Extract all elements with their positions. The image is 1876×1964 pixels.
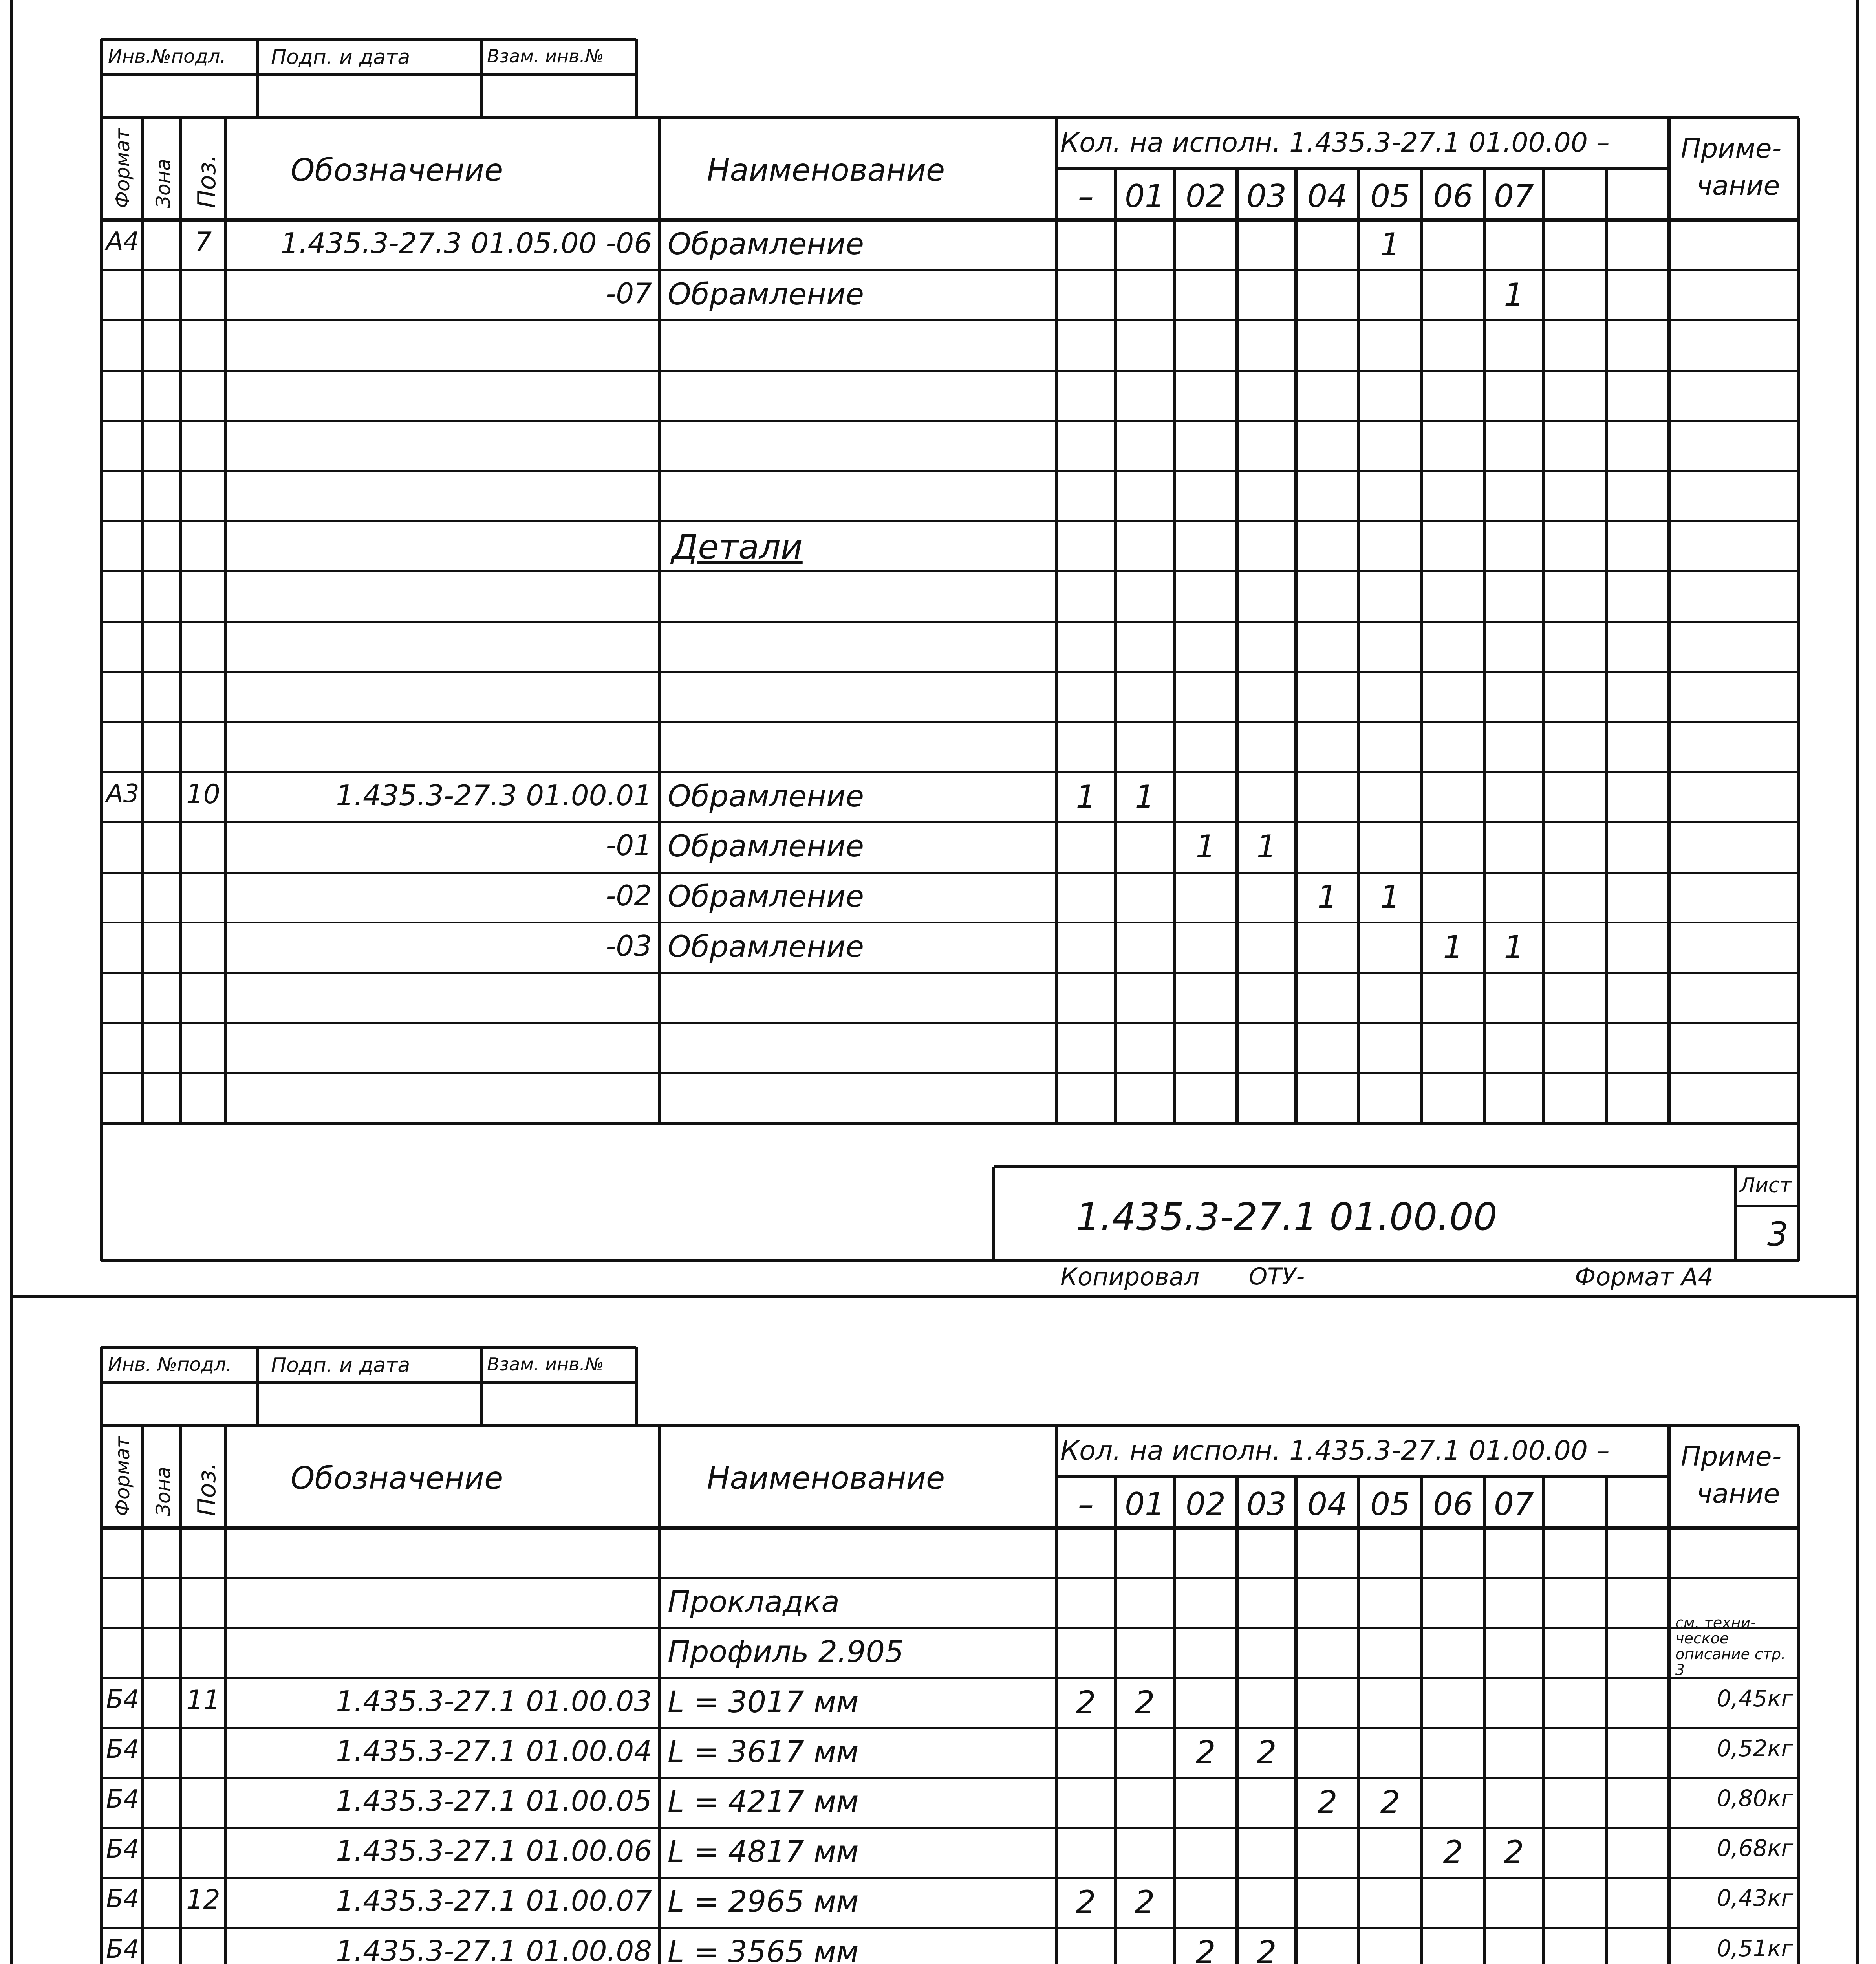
qty-cell: 1: [1380, 226, 1400, 263]
qty-cell: 2: [1443, 1834, 1463, 1871]
row-format: А3: [106, 779, 139, 808]
page-separator: [12, 1295, 1858, 1298]
qty-cell: 1: [1135, 778, 1155, 815]
qty-cell: 2: [1195, 1734, 1216, 1771]
variant-header-6: 06: [1433, 178, 1473, 214]
row-naimenovanie: L = 4217 мм: [668, 1784, 859, 1819]
row-naimenovanie: L = 3617 мм: [668, 1734, 859, 1769]
qty-cell: 1: [1504, 276, 1524, 313]
footer-copied: Копировал: [1060, 1262, 1200, 1291]
row-line: [101, 470, 1799, 472]
header-zona: Зона: [152, 159, 175, 208]
page-edge-left: [10, 0, 13, 1964]
row-oboznachenie: 1.435.3-27.1 01.00.08: [336, 1934, 652, 1964]
stamp-divider: [101, 73, 636, 76]
row-line: [101, 1577, 1799, 1579]
frame-top: [101, 116, 1799, 119]
row-format: Б4: [106, 1885, 139, 1914]
row-oboznachenie: -02: [606, 879, 652, 912]
header-prim2: чание: [1697, 170, 1780, 202]
stamp-podp-data: Подп. и дата: [271, 46, 410, 69]
column-line: [1357, 169, 1360, 1123]
variant-header-3: 03: [1246, 1486, 1287, 1522]
header-kol: Кол. на исполн. 1.435.3-27.1 01.00.00 –: [1060, 1435, 1610, 1466]
stamp-border: [635, 1347, 638, 1426]
row-oboznachenie: -01: [606, 829, 652, 862]
row-line: [101, 872, 1799, 874]
row-naimenovanie: Обрамление: [668, 226, 864, 261]
header-zona: Зона: [152, 1467, 175, 1516]
variant-header-0: –: [1078, 178, 1094, 214]
stamp-border: [101, 38, 636, 41]
column-line: [1114, 1477, 1117, 1964]
title-block-divider: [1736, 1205, 1799, 1207]
row-primechanie: 0,51кг: [1717, 1935, 1793, 1962]
variant-header-split: [1056, 1475, 1669, 1478]
column-line: [1294, 1477, 1298, 1964]
qty-cell: 1: [1443, 929, 1463, 966]
column-line: [1235, 169, 1239, 1123]
row-oboznachenie: -03: [606, 929, 652, 962]
stamp-vzam-inv: Взам. инв.№: [487, 1354, 604, 1375]
row-line: [101, 1727, 1799, 1729]
row-line: [101, 1627, 1799, 1629]
qty-cell: 2: [1380, 1784, 1400, 1821]
variant-header-3: 03: [1246, 178, 1287, 214]
row-primechanie: 0,68кг: [1717, 1835, 1793, 1862]
variant-header-1: 01: [1125, 178, 1165, 214]
qty-cell: 2: [1317, 1784, 1338, 1821]
row-line: [101, 721, 1799, 723]
header-format: Формат: [111, 128, 134, 208]
row-poz: 12: [186, 1884, 220, 1916]
column-line: [1420, 1477, 1423, 1964]
signature-scribble: ОТУ-: [1249, 1263, 1305, 1290]
header-poz: Поз.: [192, 1462, 221, 1516]
page-edge-right: [1856, 0, 1859, 1964]
row-poz: 11: [186, 1684, 220, 1716]
header-oboznachenie: Обозначение: [291, 1461, 503, 1496]
column-line: [1542, 169, 1545, 1123]
qty-cell: 2: [1504, 1834, 1524, 1871]
row-line: [101, 972, 1799, 974]
frame-bottom: [101, 1259, 1799, 1262]
row-line: [101, 370, 1799, 372]
row-naimenovanie: Обрамление: [668, 828, 864, 864]
variant-header-4: 04: [1307, 1486, 1347, 1522]
row-line: [101, 520, 1799, 522]
column-line: [1055, 1426, 1058, 1964]
row-format: Б4: [106, 1935, 139, 1964]
row-primechanie: 0,52кг: [1717, 1735, 1793, 1762]
stamp-divider: [256, 39, 259, 118]
frame-right: [1797, 1426, 1800, 1964]
column-line: [1667, 1426, 1671, 1964]
designation: 1.435.3-27.1 01.00.00: [1076, 1195, 1497, 1239]
row-oboznachenie: 1.435.3-27.1 01.00.03: [336, 1684, 652, 1718]
variant-header-2: 02: [1186, 178, 1226, 214]
stamp-vzam-inv: Взам. инв.№: [487, 46, 604, 67]
row-oboznachenie: 1.435.3-27.1 01.00.07: [336, 1884, 652, 1918]
header-kol: Кол. на исполн. 1.435.3-27.1 01.00.00 –: [1060, 127, 1610, 158]
row-line: [101, 821, 1799, 823]
row-naimenovanie: L = 4817 мм: [668, 1834, 859, 1869]
row-line: [101, 1827, 1799, 1829]
row-oboznachenie: 1.435.3-27.3 01.05.00 -06: [280, 227, 652, 260]
qty-cell: 2: [1256, 1734, 1277, 1771]
stamp-divider: [256, 1347, 259, 1426]
header-prim1: Приме-: [1681, 133, 1782, 164]
row-line: [101, 1927, 1799, 1929]
row-naimenovanie: L = 3565 мм: [668, 1934, 859, 1964]
row-naimenovanie: L = 2965 мм: [668, 1884, 859, 1919]
row-format: Б4: [106, 1685, 139, 1714]
stamp-border: [101, 1346, 636, 1349]
column-line: [1357, 1477, 1360, 1964]
stamp-inv-podl: Инв.№подл.: [108, 46, 226, 68]
column-line: [1173, 169, 1176, 1123]
column-line: [1483, 169, 1486, 1123]
row-primechanie: 0,80кг: [1717, 1785, 1793, 1812]
row-line: [101, 621, 1799, 623]
row-poz: 10: [186, 779, 220, 810]
row-format: Б4: [106, 1735, 139, 1764]
qty-cell: 1: [1317, 879, 1338, 916]
row-naimenovanie: Прокладка: [668, 1584, 840, 1620]
header-oboznachenie: Обозначение: [291, 153, 503, 188]
qty-cell: 2: [1135, 1684, 1155, 1721]
title-block-divider: [1734, 1167, 1737, 1261]
frame-right: [1797, 118, 1800, 1261]
stamp-divider: [480, 39, 483, 118]
header-naimenovanie: Наименование: [707, 153, 945, 188]
row-naimenovanie: Обрамление: [668, 276, 864, 311]
row-oboznachenie: -07: [606, 277, 652, 310]
variant-header-5: 05: [1370, 1486, 1410, 1522]
frame-left: [100, 118, 103, 1261]
row-primechanie: 0,45кг: [1717, 1685, 1793, 1712]
header-prim1: Приме-: [1681, 1441, 1782, 1472]
column-line: [141, 1426, 144, 1964]
row-oboznachenie: 1.435.3-27.1 01.00.04: [336, 1734, 652, 1768]
variant-header-6: 06: [1433, 1486, 1473, 1522]
qty-cell: 2: [1076, 1884, 1096, 1921]
row-line: [101, 922, 1799, 923]
row-oboznachenie: 1.435.3-27.3 01.00.01: [336, 779, 652, 812]
row-format: Б4: [106, 1835, 139, 1864]
row-primechanie: 0,43кг: [1717, 1885, 1793, 1912]
row-naimenovanie: L = 3017 мм: [668, 1684, 859, 1719]
frame-left: [100, 1426, 103, 1964]
stamp-inv-podl: Инв. №подл.: [108, 1354, 232, 1376]
row-primechanie: см. техни-ческое описание стр. 3: [1675, 1614, 1786, 1679]
row-format: А4: [106, 227, 139, 256]
qty-cell: 1: [1256, 828, 1277, 865]
variant-header-5: 05: [1370, 178, 1410, 214]
title-block-border: [992, 1167, 995, 1261]
row-line: [101, 671, 1799, 673]
row-naimenovanie: Обрамление: [668, 778, 864, 813]
column-line: [1483, 1477, 1486, 1964]
header-prim2: чание: [1697, 1478, 1780, 1510]
column-line: [1114, 169, 1117, 1123]
row-naimenovanie: Обрамление: [668, 879, 864, 914]
column-line: [224, 1426, 227, 1964]
row-oboznachenie: 1.435.3-27.1 01.00.05: [336, 1784, 652, 1817]
variant-header-7: 07: [1494, 1486, 1534, 1522]
row-line: [101, 1777, 1799, 1779]
row-oboznachenie: 1.435.3-27.1 01.00.06: [336, 1834, 652, 1868]
variant-header-1: 01: [1125, 1486, 1165, 1522]
column-line: [1605, 169, 1608, 1123]
row-line: [101, 570, 1799, 572]
header-naimenovanie: Наименование: [707, 1461, 945, 1496]
qty-cell: 2: [1256, 1934, 1277, 1964]
qty-cell: 2: [1076, 1684, 1096, 1721]
row-naimenovanie: Обрамление: [668, 929, 864, 964]
column-line: [1605, 1477, 1608, 1964]
row-line: [101, 420, 1799, 422]
row-line: [101, 1877, 1799, 1879]
row-line: [101, 1072, 1799, 1074]
row-line: [101, 1022, 1799, 1024]
row-format: Б4: [106, 1785, 139, 1814]
section-title: Детали: [672, 527, 803, 567]
row-naimenovanie: Профиль 2.905: [668, 1634, 904, 1669]
variant-header-7: 07: [1494, 178, 1534, 214]
column-line: [179, 1426, 182, 1964]
stamp-podp-data: Подп. и дата: [271, 1354, 410, 1377]
variant-header-2: 02: [1186, 1486, 1226, 1522]
stamp-divider: [480, 1347, 483, 1426]
column-line: [1420, 169, 1423, 1123]
header-poz: Поз.: [192, 154, 221, 208]
column-line: [1235, 1477, 1239, 1964]
qty-cell: 1: [1504, 929, 1524, 966]
row-line: [101, 269, 1799, 271]
list-number: 3: [1767, 1215, 1788, 1253]
row-line: [101, 319, 1799, 321]
header-format: Формат: [111, 1436, 134, 1516]
qty-cell: 1: [1076, 778, 1096, 815]
variant-header-0: –: [1078, 1486, 1094, 1522]
row-line: [101, 771, 1799, 773]
column-line: [1173, 1477, 1176, 1964]
variant-header-split: [1056, 167, 1669, 170]
qty-cell: 2: [1135, 1884, 1155, 1921]
stamp-border: [100, 39, 103, 118]
variant-header-4: 04: [1307, 178, 1347, 214]
list-label: Лист: [1740, 1174, 1792, 1197]
title-block-border: [994, 1165, 1799, 1168]
footer-format: Формат А4: [1575, 1262, 1714, 1291]
row-poz: 7: [194, 227, 212, 258]
stamp-border: [635, 39, 638, 118]
row-line: [101, 1677, 1799, 1679]
column-line: [1542, 1477, 1545, 1964]
qty-cell: 1: [1380, 879, 1400, 916]
column-line: [658, 1426, 661, 1964]
qty-cell: 2: [1195, 1934, 1216, 1964]
frame-top: [101, 1424, 1799, 1427]
qty-cell: 1: [1195, 828, 1216, 865]
stamp-border: [100, 1347, 103, 1426]
stamp-divider: [101, 1381, 636, 1384]
column-line: [1294, 169, 1298, 1123]
